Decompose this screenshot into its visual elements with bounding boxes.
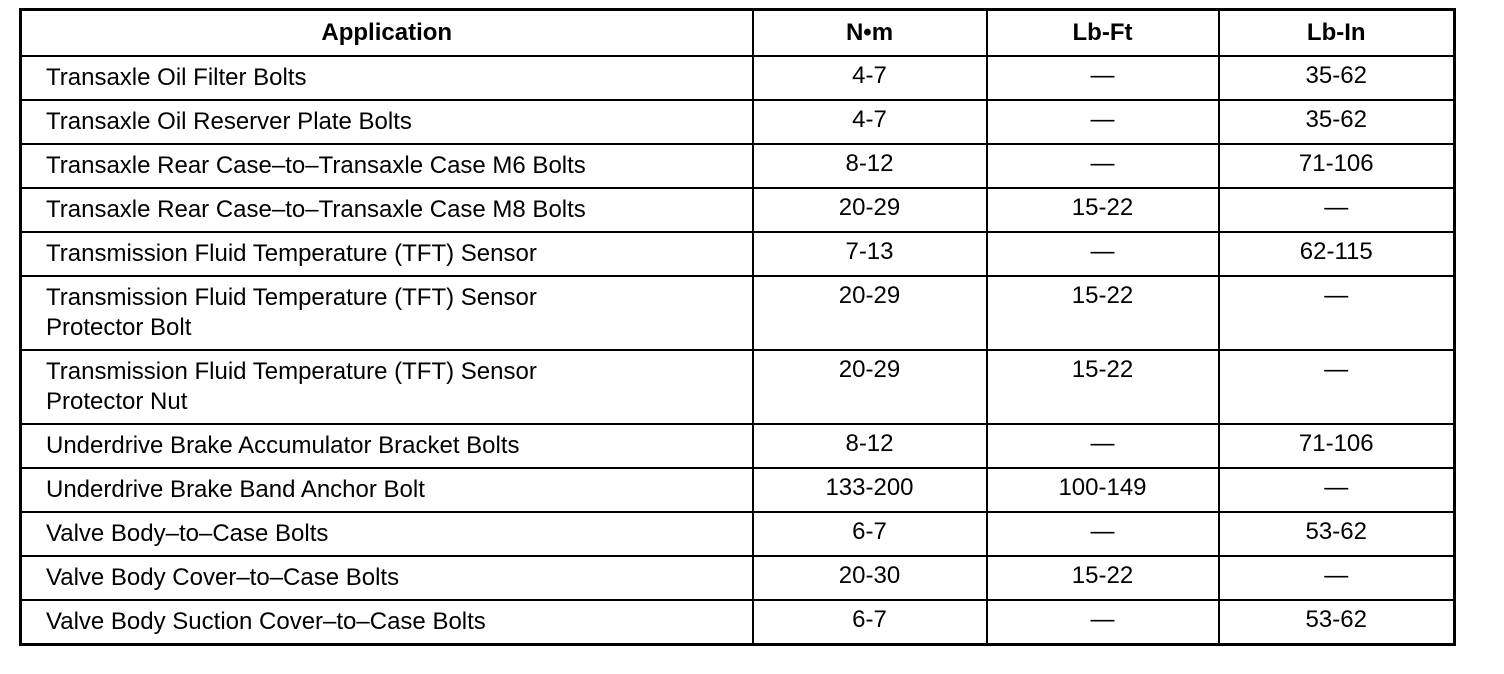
table-body <box>21 56 1455 645</box>
cell-lbin: — <box>1219 468 1455 512</box>
table-header <box>21 10 1455 57</box>
table-row <box>21 424 1455 468</box>
cell-lbft: — <box>987 100 1219 144</box>
cell-nm: 4-7 <box>753 56 987 100</box>
cell-lbft: 100-149 <box>987 468 1219 512</box>
cell-lbft: — <box>987 424 1219 468</box>
cell-application: Transaxle Oil Reserver Plate Bolts <box>21 100 753 144</box>
cell-nm: 6-7 <box>753 600 987 645</box>
table-row <box>21 56 1455 100</box>
application-line: Transmission Fluid Temperature (TFT) Sensor <box>46 284 537 311</box>
cell-nm: 20-29 <box>753 276 987 350</box>
cell-nm: 4-7 <box>753 100 987 144</box>
cell-nm: 8-12 <box>753 144 987 188</box>
cell-lbft: — <box>987 600 1219 645</box>
application-line: Protector Nut <box>46 388 188 415</box>
cell-lbin: — <box>1219 556 1455 600</box>
table-row <box>21 188 1455 232</box>
header-lbin: Lb-In <box>1219 10 1455 57</box>
cell-lbft: — <box>987 56 1219 100</box>
table-row <box>21 350 1455 424</box>
cell-lbft: 15-22 <box>987 188 1219 232</box>
cell-application: Valve Body Cover–to–Case Bolts <box>21 556 753 600</box>
cell-nm: 20-29 <box>753 350 987 424</box>
cell-application: Transmission Fluid Temperature (TFT) Sensor <box>21 232 753 276</box>
table-row <box>21 276 1455 350</box>
cell-nm: 133-200 <box>753 468 987 512</box>
table-row <box>21 232 1455 276</box>
header-row <box>21 10 1455 57</box>
cell-application <box>21 276 753 350</box>
cell-lbin: — <box>1219 276 1455 350</box>
cell-nm: 20-30 <box>753 556 987 600</box>
cell-lbin: — <box>1219 350 1455 424</box>
torque-spec-table <box>19 8 1456 646</box>
cell-nm: 6-7 <box>753 512 987 556</box>
cell-nm: 7-13 <box>753 232 987 276</box>
cell-application: Transaxle Rear Case–to–Transaxle Case M8 Bolts <box>21 188 753 232</box>
cell-nm: 8-12 <box>753 424 987 468</box>
table-row <box>21 556 1455 600</box>
cell-lbin: 35-62 <box>1219 100 1455 144</box>
cell-application: Transaxle Oil Filter Bolts <box>21 56 753 100</box>
cell-lbft: 15-22 <box>987 350 1219 424</box>
table-row <box>21 600 1455 645</box>
header-lbft: Lb-Ft <box>987 10 1219 57</box>
cell-application: Valve Body Suction Cover–to–Case Bolts <box>21 600 753 645</box>
cell-application: Underdrive Brake Accumulator Bracket Bolts <box>21 424 753 468</box>
cell-lbin: 71-106 <box>1219 144 1455 188</box>
cell-lbft: — <box>987 232 1219 276</box>
header-application: Application <box>21 10 753 57</box>
cell-lbin: — <box>1219 188 1455 232</box>
cell-lbin: 71-106 <box>1219 424 1455 468</box>
cell-application: Transaxle Rear Case–to–Transaxle Case M6 Bolts <box>21 144 753 188</box>
cell-lbft: 15-22 <box>987 556 1219 600</box>
table-row <box>21 512 1455 556</box>
table-row <box>21 100 1455 144</box>
cell-lbft: 15-22 <box>987 276 1219 350</box>
cell-lbin: 53-62 <box>1219 512 1455 556</box>
table-row <box>21 144 1455 188</box>
application-line: Transmission Fluid Temperature (TFT) Sensor <box>46 358 537 385</box>
cell-nm: 20-29 <box>753 188 987 232</box>
application-line: Protector Bolt <box>46 314 192 341</box>
cell-lbin: 53-62 <box>1219 600 1455 645</box>
cell-lbin: 35-62 <box>1219 56 1455 100</box>
cell-lbin: 62-115 <box>1219 232 1455 276</box>
cell-application: Underdrive Brake Band Anchor Bolt <box>21 468 753 512</box>
cell-lbft: — <box>987 512 1219 556</box>
table-row <box>21 468 1455 512</box>
header-nm: N•m <box>753 10 987 57</box>
cell-application <box>21 350 753 424</box>
cell-application: Valve Body–to–Case Bolts <box>21 512 753 556</box>
cell-lbft: — <box>987 144 1219 188</box>
